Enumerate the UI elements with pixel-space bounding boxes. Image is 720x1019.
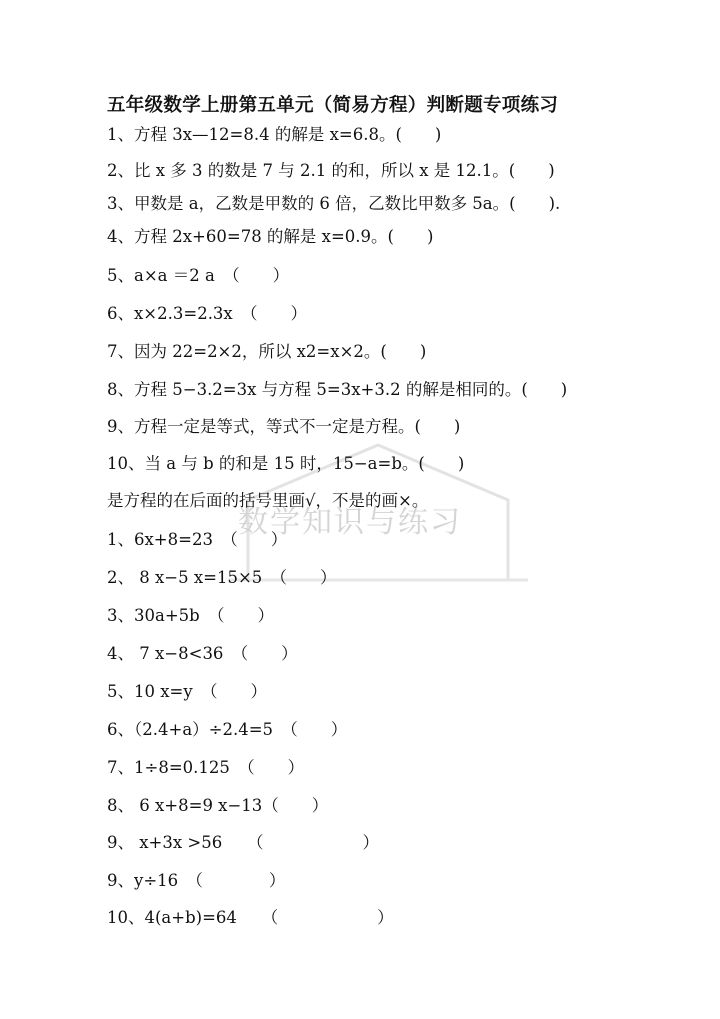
judgement-item-1: 1、方程 3x—12=8.4 的解是 x=6.8。( )	[107, 125, 442, 144]
watermark-text: 数学知识与练习	[238, 505, 462, 540]
judgement-item-6: 6、x×2.3=2.3x （ ）	[107, 304, 307, 323]
judgement-item-4: 4、方程 2x+60=78 的解是 x=0.9。( )	[107, 227, 434, 246]
equation-item-2: 2、 8 x−5 x=15×5 （ ）	[107, 568, 337, 587]
equation-item-4: 4、 7 x−8<36 （ ）	[107, 644, 298, 663]
equation-item-9b: 9、y÷16 （ ）	[107, 871, 286, 890]
equation-item-3: 3、30a+5b （ ）	[107, 606, 274, 625]
equation-item-8: 8、 6 x+8=9 x−13（ ）	[107, 796, 329, 815]
judgement-item-3: 3、甲数是 a，乙数是甲数的 6 倍，乙数比甲数多 5a。( ).	[107, 194, 561, 213]
judgement-item-5: 5、a×a ＝2 a （ ）	[107, 266, 290, 285]
section-instruction: 是方程的在后面的括号里画√，不是的画×。	[107, 491, 429, 510]
judgement-item-7: 7、因为 22=2×2，所以 x2=x×2。( )	[107, 342, 427, 361]
equation-item-5: 5、10 x=y （ ）	[107, 682, 267, 701]
page-title: 五年级数学上册第五单元（简易方程）判断题专项练习	[107, 95, 559, 116]
judgement-item-8: 8、方程 5−3.2=3x 与方程 5=3x+3.2 的解是相同的。( )	[107, 380, 568, 399]
judgement-item-10: 10、当 a 与 b 的和是 15 时，15−a=b。( )	[107, 454, 465, 473]
equation-item-6: 6、（2.4+a）÷2.4=5 （ ）	[107, 720, 348, 739]
equation-item-7: 7、1÷8=0.125 （ ）	[107, 758, 305, 777]
equation-item-9: 9、 x+3x >56 （ ）	[107, 833, 379, 852]
judgement-item-9: 9、方程一定是等式，等式不一定是方程。( )	[107, 417, 461, 436]
equation-item-10: 10、4(a+b)=64 （ ）	[107, 908, 394, 927]
judgement-item-2: 2、比 x 多 3 的数是 7 与 2.1 的和，所以 x 是 12.1。( )	[107, 161, 555, 180]
equation-item-1: 1、6x+8=23 （ ）	[107, 530, 288, 549]
